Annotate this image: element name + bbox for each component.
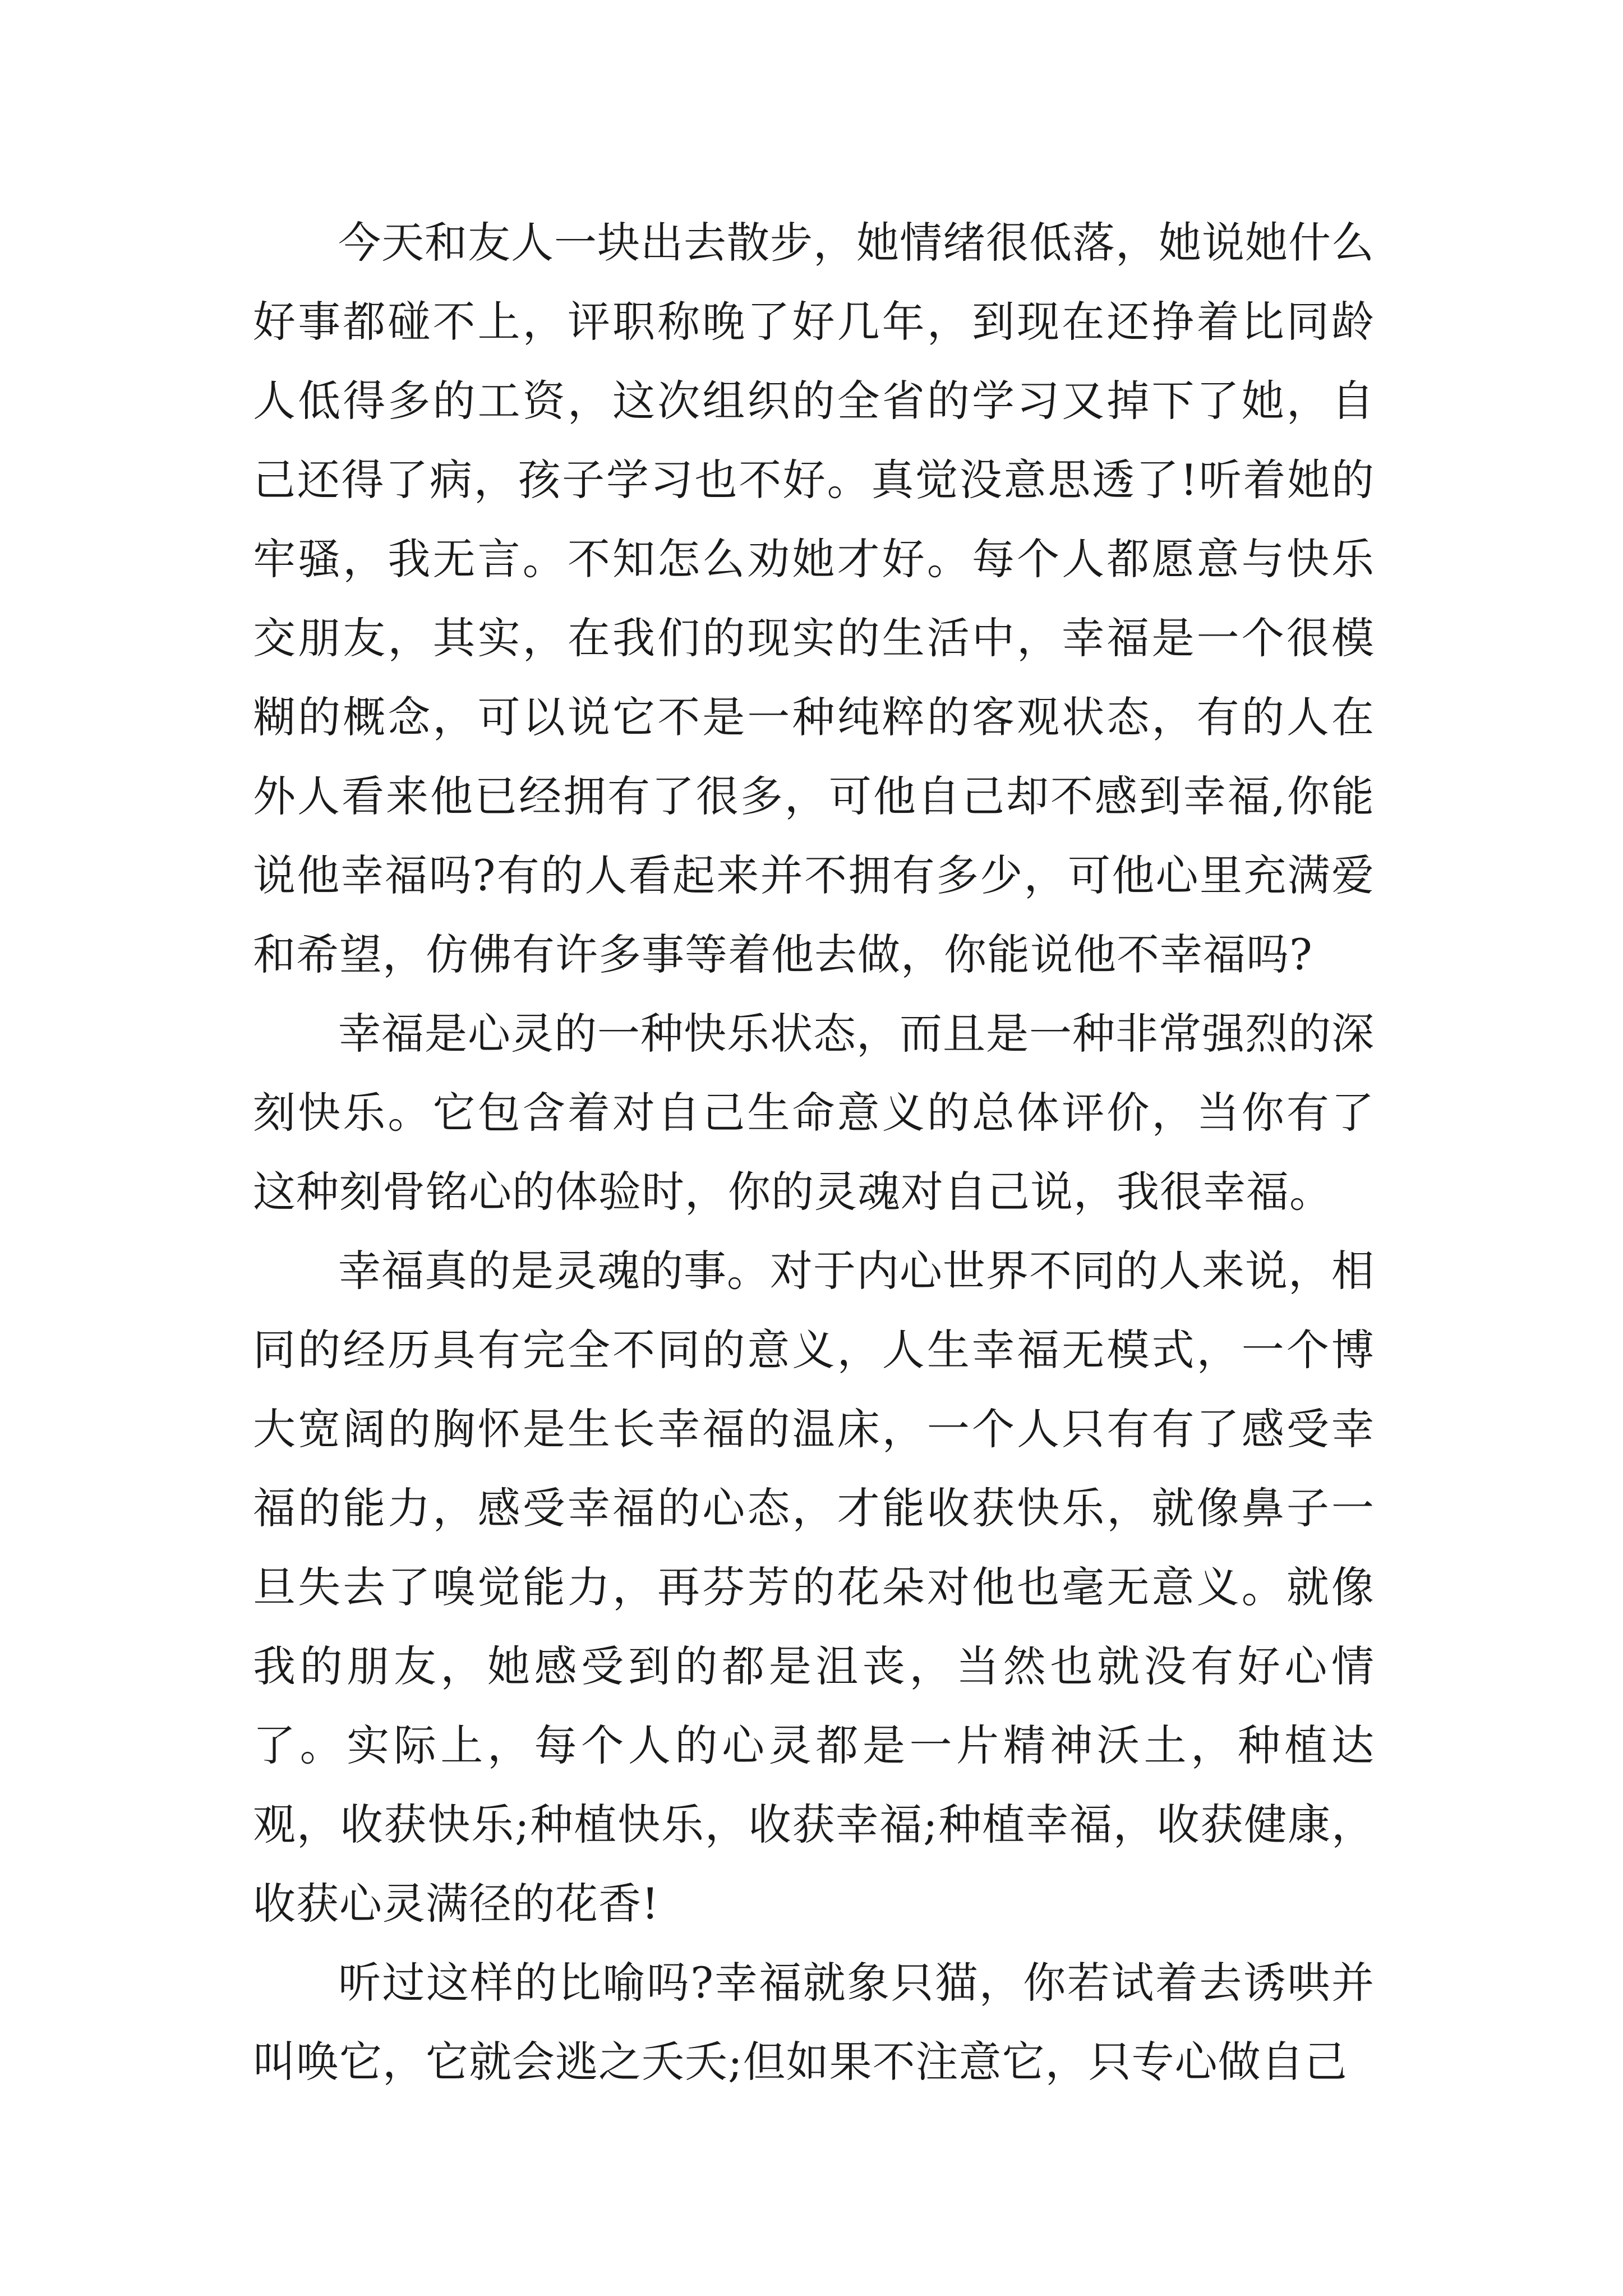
paragraph: 幸福真的是灵魂的事。对于内心世界不同的人来说，相同的经历具有完全不同的意义，人生幸福无模式，一个博大宽阔的胸怀是生长幸福的温床，一个人只有有了感受幸福的能力，感受幸福的心态，才能收获快乐，就像鼻子一旦失去了嗅觉能力，再芬芳的花朵对他也毫无意义。就像我的朋友，她感受到的都是沮丧，当然也就没有好心情了。实际上，每个人的心灵都是一片精神沃土，种植达观，收获快乐;种植快乐，收获幸福;种植幸福，收获健康，收获心灵满径的花香! xyxy=(253,1246,1375,1929)
paragraph: 幸福是心灵的一种快乐状态，而且是一种非常强烈的深刻快乐。它包含着对自己生命意义的总体评价，当你有了这种刻骨铭心的体验时，你的灵魂对自己说，我很幸福。 xyxy=(253,1009,1375,1217)
paragraph: 听过这样的比喻吗?幸福就象只猫，你若试着去诱哄并叫唤它，它就会逃之夭夭;但如果不注意它，只专心做自己 xyxy=(253,1958,1375,2087)
document-body xyxy=(253,203,1375,2101)
paragraph: 今天和友人一块出去散步，她情绪很低落，她说她什么好事都碰不上，评职称晚了好几年，到现在还挣着比同龄人低得多的工资，这次组织的全省的学习又掉下了她，自己还得了病，孩子学习也不好。真觉没意思透了!听着她的牢骚，我无言。不知怎么劝她才好。每个人都愿意与快乐交朋友，其实，在我们的现实的生活中，幸福是一个很模糊的概念，可以说它不是一种纯粹的客观状态，有的人在外人看来他已经拥有了很多，可他自己却不感到幸福,你能说他幸福吗?有的人看起来并不拥有多少，可他心里充满爱和希望，仿佛有许多事等着他去做，你能说他不幸福吗? xyxy=(253,218,1375,979)
